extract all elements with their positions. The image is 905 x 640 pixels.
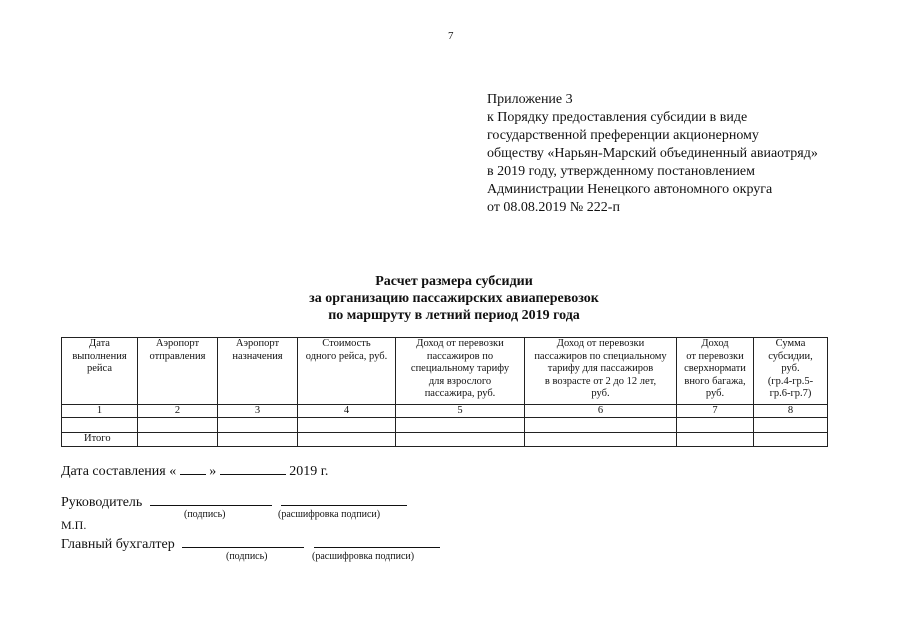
accountant-decode-blank bbox=[314, 534, 440, 548]
column-number-cell: 4 bbox=[298, 405, 396, 418]
table-cell bbox=[396, 418, 525, 433]
column-number-cell: 5 bbox=[396, 405, 525, 418]
table-cell bbox=[525, 418, 677, 433]
column-number-cell: 3 bbox=[218, 405, 298, 418]
table-header-row bbox=[62, 338, 828, 405]
title-line: Расчет размера субсидии bbox=[375, 274, 533, 289]
appendix-line: обществу «Нарьян-Марский объединенный авиаотряд» bbox=[487, 146, 818, 161]
day-blank bbox=[180, 461, 206, 475]
title-line: по маршруту в летний период 2019 года bbox=[328, 308, 580, 323]
table-cell bbox=[218, 418, 298, 433]
appendix-line: от 08.08.2019 № 222-п bbox=[487, 200, 620, 215]
date-prefix: Дата составления « bbox=[61, 464, 177, 479]
date-mid: » bbox=[209, 464, 217, 479]
compilation-date-line bbox=[61, 461, 328, 480]
table-row bbox=[62, 418, 828, 433]
table-cell bbox=[62, 418, 138, 433]
column-number-cell: 6 bbox=[525, 405, 677, 418]
table-cell bbox=[298, 418, 396, 433]
table-cell bbox=[396, 433, 525, 447]
header-cell: Стоимость одного рейса, руб. bbox=[298, 338, 396, 405]
page-number: 7 bbox=[448, 30, 454, 42]
document-title bbox=[0, 273, 905, 324]
table-cell bbox=[754, 418, 828, 433]
table-cell bbox=[218, 433, 298, 447]
accountant-signature-blank bbox=[182, 534, 304, 548]
column-number-row bbox=[62, 405, 828, 418]
total-row bbox=[62, 433, 828, 447]
month-blank bbox=[220, 461, 286, 475]
table-cell bbox=[677, 418, 754, 433]
table-cell bbox=[754, 433, 828, 447]
appendix-line: Приложение 3 bbox=[487, 92, 573, 107]
signature-caption: (подпись) bbox=[184, 509, 226, 520]
header-cell: Сумма субсидии, руб. (гр.4-гр.5- гр.6-гр.7) bbox=[754, 338, 828, 405]
header-cell: Доход от перевозки пассажиров по специальному тарифу для взрослого пассажира, руб. bbox=[396, 338, 525, 405]
decode-caption: (расшифровка подписи) bbox=[312, 551, 415, 562]
table-cell bbox=[138, 418, 218, 433]
signature-caption: (подпись) bbox=[226, 551, 268, 562]
header-cell: Аэропорт отправления bbox=[138, 338, 218, 405]
accountant-label: Главный бухгалтер bbox=[61, 537, 175, 552]
table-cell bbox=[298, 433, 396, 447]
column-number-cell: 2 bbox=[138, 405, 218, 418]
table-cell bbox=[525, 433, 677, 447]
appendix-line: Администрации Ненецкого автономного округа bbox=[487, 182, 773, 197]
total-label: Итого bbox=[62, 433, 138, 447]
header-cell: Доход от перевозки сверхнормати вного багажа, руб. bbox=[677, 338, 754, 405]
subsidy-calculation-table bbox=[61, 337, 828, 447]
column-number-cell: 8 bbox=[754, 405, 828, 418]
head-label: Руководитель bbox=[61, 495, 143, 510]
decode-caption: (расшифровка подписи) bbox=[278, 509, 381, 520]
table-cell bbox=[677, 433, 754, 447]
column-number-cell: 7 bbox=[677, 405, 754, 418]
title-line: за организацию пассажирских авиаперевозок bbox=[309, 291, 599, 306]
date-suffix: 2019 г. bbox=[289, 464, 329, 479]
header-cell: Аэропорт назначения bbox=[218, 338, 298, 405]
header-cell: Доход от перевозки пассажиров по специальному тарифу для пассажиров в возрасте от 2 до 12 лет, руб. bbox=[525, 338, 677, 405]
appendix-line: к Порядку предоставления субсидии в виде bbox=[487, 110, 748, 125]
stamp-label: М.П. bbox=[61, 518, 87, 532]
appendix-line: государственной преференции акционерному bbox=[487, 128, 759, 143]
column-number-cell: 1 bbox=[62, 405, 138, 418]
appendix-line: в 2019 году, утвержденному постановлением bbox=[487, 164, 756, 179]
header-cell: Дата выполнения рейса bbox=[62, 338, 138, 405]
head-signature-blank bbox=[150, 492, 272, 506]
table-cell bbox=[138, 433, 218, 447]
appendix-block bbox=[487, 91, 818, 217]
head-decode-blank bbox=[281, 492, 407, 506]
